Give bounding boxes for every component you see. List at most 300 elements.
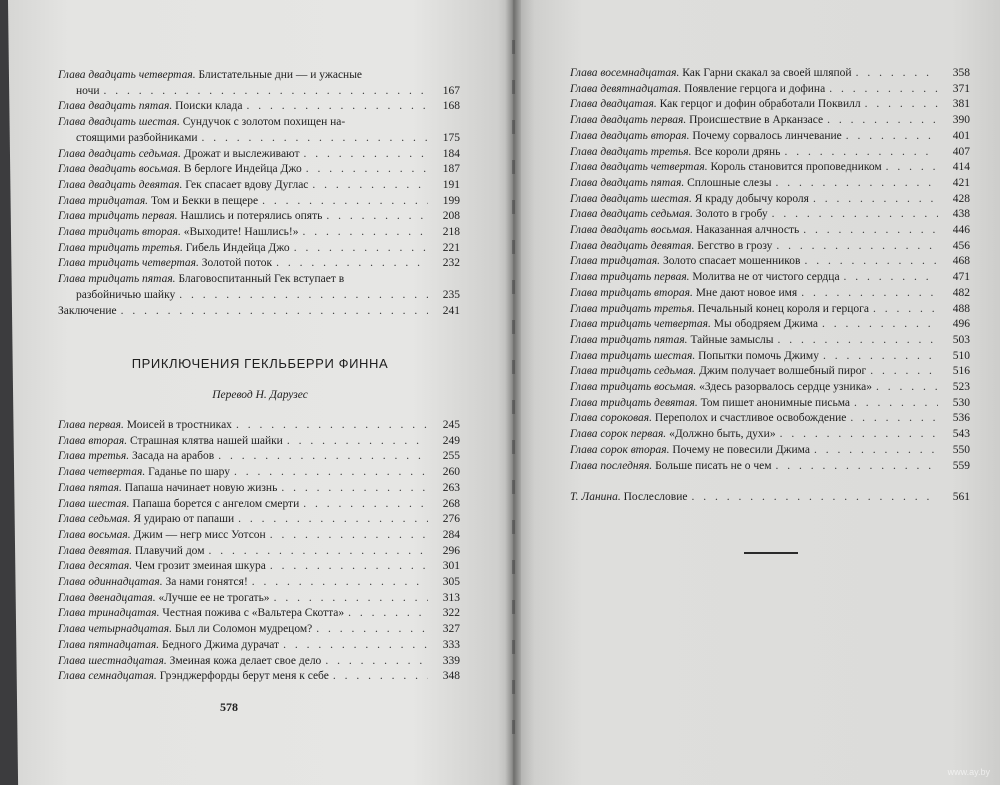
- page-ref: 561: [952, 491, 970, 504]
- chapter-title: Был ли Соломон мудрецом?: [174, 623, 313, 636]
- leader-dots: [246, 99, 428, 115]
- toc-entry: [570, 160, 970, 176]
- toc-entry: [58, 434, 460, 450]
- chapter-title: «Выходите! Нашлись!»: [183, 226, 299, 239]
- chapter-label: Глава двадцать девятая.: [570, 239, 695, 252]
- page-ref: 284: [442, 528, 460, 541]
- leader-dots: [856, 66, 938, 82]
- toc-entry-conclusion: [58, 304, 460, 320]
- leader-dots: [873, 302, 938, 318]
- toc-entry: [58, 449, 460, 465]
- page-ref: 218: [442, 226, 460, 239]
- chapter-title: Дрожат и выслеживают: [183, 147, 300, 160]
- toc-entry-line: [58, 84, 460, 100]
- chapter-label: Глава тридцатая.: [58, 194, 149, 207]
- toc-entry: [58, 178, 460, 194]
- toc-entry-line: [58, 68, 460, 84]
- leader-dots: [846, 129, 938, 145]
- page-ref: 184: [442, 147, 460, 160]
- page-ref: 371: [952, 82, 970, 95]
- leader-dots: [252, 575, 428, 591]
- toc-entry: [570, 349, 970, 365]
- chapter-title: Попытки помочь Джиму: [698, 349, 819, 362]
- page-ref: 550: [952, 443, 970, 456]
- chapter-title: Почему сорвалось линчевание: [692, 129, 842, 142]
- toc-entry: [570, 270, 970, 286]
- toc-entry: [58, 654, 460, 670]
- chapter-label: Глава пятая.: [58, 481, 122, 494]
- chapter-label: Глава седьмая.: [58, 513, 131, 526]
- toc-entry: [570, 97, 970, 113]
- leader-dots: [270, 528, 428, 544]
- chapter-title: Все короли дрянь: [694, 145, 781, 158]
- chapter-title: Переполох и счастливое освобождение: [654, 412, 847, 425]
- leader-dots: [303, 225, 428, 241]
- page-ref: 414: [952, 161, 970, 174]
- page-ref: 168: [442, 100, 460, 113]
- chapter-label: Глава тридцать третья.: [570, 302, 695, 315]
- chapter-label: Глава вторая.: [58, 434, 128, 447]
- leader-dots: [886, 160, 938, 176]
- chapter-label: Глава первая.: [58, 419, 124, 431]
- toc-entry: [570, 459, 970, 475]
- chapter-label: Глава шестнадцатая.: [58, 654, 167, 667]
- page-ref: 268: [442, 497, 460, 510]
- chapter-title: В берлоге Индейца Джо: [183, 163, 302, 176]
- chapter-title: «Должно быть, духи»: [669, 428, 776, 441]
- chapter-title: Нашлись и потерялись опять: [180, 210, 323, 223]
- translator-credit: Перевод Н. Дарузес: [212, 389, 308, 401]
- leader-dots: [262, 194, 428, 210]
- chapter-label: Глава тридцать пятая.: [570, 333, 688, 346]
- chapter-label: Глава тридцать первая.: [570, 271, 690, 284]
- chapter-title: Печальный конец короля и герцога: [697, 302, 869, 315]
- chapter-label: Глава третья.: [58, 450, 130, 463]
- toc-entry: [570, 239, 970, 255]
- page-ref: 471: [952, 271, 970, 284]
- toc-entry: [570, 443, 970, 459]
- toc-entry: [570, 129, 970, 145]
- chapter-label: Глава тридцать вторая.: [570, 286, 693, 299]
- toc-entry: [58, 418, 460, 434]
- chapter-label: Глава восьмая.: [58, 528, 131, 541]
- binding-stitch: [512, 40, 515, 760]
- chapter-label: Глава шестая.: [58, 497, 130, 510]
- chapter-label: Глава тридцать девятая.: [570, 396, 698, 409]
- toc-entry: [570, 145, 970, 161]
- page-ref: 438: [952, 208, 970, 221]
- page-ref: 249: [442, 434, 460, 447]
- page-ref: 255: [442, 450, 460, 463]
- toc-entry: [570, 176, 970, 192]
- toc-entry: [58, 669, 460, 685]
- leader-dots: [333, 669, 428, 685]
- page-ref: 516: [952, 365, 970, 378]
- chapter-label: Глава девятнадцатая.: [570, 82, 682, 95]
- leader-dots: [870, 364, 938, 380]
- leader-dots: [287, 434, 428, 450]
- chapter-label: Глава тридцать четвертая.: [58, 257, 199, 270]
- chapter-label: Глава последняя.: [570, 459, 653, 472]
- chapter-label: Глава двадцать четвертая.: [570, 161, 708, 174]
- page-ref: 482: [952, 286, 970, 299]
- toc-entry: [58, 528, 460, 544]
- chapter-title: Страшная клятва нашей шайки: [130, 434, 283, 447]
- toc-entry: [58, 225, 460, 241]
- afterword-title: Послесловие: [623, 491, 688, 504]
- leader-dots: [316, 622, 428, 638]
- page-ref: 543: [952, 428, 970, 441]
- leader-dots: [801, 286, 938, 302]
- page-number: 578: [220, 700, 238, 714]
- toc-entry-line: [58, 115, 460, 131]
- chapter-title: «Лучше ее не трогать»: [158, 591, 270, 604]
- toc-entry-line: [58, 131, 460, 147]
- leader-dots: [303, 497, 428, 513]
- chapter-label: Глава тридцать первая.: [58, 210, 178, 223]
- page-ref: 187: [442, 163, 460, 176]
- toc-entry: [570, 82, 970, 98]
- leader-dots: [876, 380, 938, 396]
- toc-entry: [570, 223, 970, 239]
- chapter-label: Глава двадцать пятая.: [570, 176, 685, 189]
- toc-entry: [58, 575, 460, 591]
- chapter-label: Глава четырнадцатая.: [58, 623, 172, 636]
- chapter-label: Глава одиннадцатая.: [58, 576, 163, 589]
- leader-dots: [854, 396, 938, 412]
- chapter-title: Честная пожива с «Вальтера Скотта»: [162, 607, 345, 620]
- leader-dots: [281, 481, 428, 497]
- toc-entry: [58, 68, 460, 99]
- toc-entry: [570, 364, 970, 380]
- leader-dots: [778, 333, 938, 349]
- page-ref: 488: [952, 302, 970, 315]
- page-ref: 276: [442, 513, 460, 526]
- leader-dots: [325, 654, 428, 670]
- leader-dots: [780, 427, 938, 443]
- chapter-title: Чем грозит змеиная шкура: [135, 560, 266, 573]
- afterword-author: Т. Ланина.: [570, 491, 621, 504]
- chapter-title: Благовоспитанный Гек вступает в: [178, 273, 345, 286]
- toc-entry: [570, 427, 970, 443]
- toc-entry: [570, 333, 970, 349]
- chapter-title: Грэнджерфорды берут меня к себе: [159, 670, 329, 683]
- leader-dots: [236, 418, 428, 434]
- toc-entry: [58, 606, 460, 622]
- leader-dots: [274, 591, 428, 607]
- page-ref: 175: [442, 131, 460, 144]
- page-ref: 263: [442, 481, 460, 494]
- chapter-label: Глава двадцать третья.: [570, 145, 692, 158]
- chapter-title: Засада на арабов: [132, 450, 215, 463]
- page-ref: 530: [952, 396, 970, 409]
- chapter-label: Глава тридцать восьмая.: [570, 381, 697, 394]
- chapter-label: Глава восемнадцатая.: [570, 67, 680, 79]
- page-ref: 407: [952, 145, 970, 158]
- chapter-title: Бедного Джима дурачат: [161, 638, 280, 651]
- leader-dots: [304, 147, 428, 163]
- chapter-label: Глава двадцать вторая.: [570, 129, 690, 142]
- leader-dots: [348, 606, 428, 622]
- toc-entry: [570, 66, 970, 82]
- page-ref: 333: [442, 638, 460, 651]
- page-ref: 322: [442, 607, 460, 620]
- leader-dots: [772, 207, 938, 223]
- page-ref: 191: [442, 178, 460, 191]
- page-ref: 536: [952, 412, 970, 425]
- page-ref: 208: [442, 210, 460, 223]
- toc-entry: [570, 207, 970, 223]
- leader-dots: [202, 131, 428, 147]
- leader-dots: [270, 559, 428, 575]
- page-ref: 313: [442, 591, 460, 604]
- chapter-label: Глава двенадцатая.: [58, 591, 156, 604]
- toc-entry-line: [58, 272, 460, 288]
- page-ref: 232: [442, 257, 460, 270]
- page-ref: 348: [442, 670, 460, 683]
- toc-entry: [58, 162, 460, 178]
- chapter-title: Тайные замыслы: [690, 333, 774, 346]
- leader-dots: [104, 84, 428, 100]
- page-ref: 381: [952, 98, 970, 111]
- toc-entry: [58, 209, 460, 225]
- page-ref: 241: [442, 304, 460, 317]
- toc-entry: [58, 512, 460, 528]
- leader-dots: [803, 223, 938, 239]
- page-ref: 468: [952, 255, 970, 268]
- chapter-label: Глава десятая.: [58, 560, 133, 573]
- toc-entry: [570, 317, 970, 333]
- page-ref: 456: [952, 239, 970, 252]
- chapter-label: Глава тридцатая.: [570, 255, 661, 268]
- chapter-label: Глава двадцать восьмая.: [570, 224, 693, 237]
- page-ref: 358: [952, 67, 970, 79]
- page-ref: 260: [442, 466, 460, 479]
- chapter-title: Сплошные слезы: [687, 176, 772, 189]
- page-ref: 339: [442, 654, 460, 667]
- page-ref: 327: [442, 623, 460, 636]
- chapter-label: Глава сорок первая.: [570, 428, 667, 441]
- toc-entry: [58, 638, 460, 654]
- chapter-title: Том пишет анонимные письма: [700, 396, 851, 409]
- chapter-label: Глава двадцать четвертая.: [58, 69, 196, 81]
- chapter-title: Блистательные дни — и ужасные: [198, 69, 363, 81]
- page-ref: 523: [952, 381, 970, 394]
- page-ref: 301: [442, 560, 460, 573]
- leader-dots: [238, 512, 428, 528]
- leader-dots: [326, 209, 428, 225]
- leader-dots: [844, 270, 938, 286]
- toc-entry: [58, 497, 460, 513]
- leader-dots: [813, 192, 938, 208]
- leader-dots: [294, 241, 428, 257]
- page-ref: 199: [442, 194, 460, 207]
- leader-dots: [829, 82, 938, 98]
- chapter-title: Мы ободряем Джима: [713, 318, 819, 331]
- chapter-title: Папаша начинает новую жизнь: [124, 481, 278, 494]
- leader-dots: [234, 465, 428, 481]
- chapter-label: Глава тридцать четвертая.: [570, 318, 711, 331]
- toc-entry: [58, 591, 460, 607]
- page-ref: 446: [952, 224, 970, 237]
- chapter-label: Глава двадцать шестая.: [58, 116, 180, 129]
- page-ref: 296: [442, 544, 460, 557]
- leader-dots: [312, 178, 428, 194]
- chapter-label: Глава двадцать пятая.: [58, 100, 173, 113]
- chapter-label: Глава сороковая.: [570, 412, 653, 425]
- chapter-label: Глава двадцать первая.: [570, 114, 687, 127]
- chapter-title: Гибель Индейца Джо: [185, 241, 290, 254]
- chapter-title: Золото в гробу: [695, 208, 768, 221]
- chapter-label: Глава тридцать шестая.: [570, 349, 696, 362]
- chapter-title: Как Гарни скакал за своей шляпой: [682, 67, 852, 79]
- toc-entry: [58, 622, 460, 638]
- chapter-title: Сундучок с золотом похищен на-: [182, 116, 346, 129]
- chapter-label: Глава двадцать девятая.: [58, 178, 183, 191]
- chapter-title: Я удираю от папаши: [133, 513, 235, 526]
- leader-dots: [121, 304, 428, 320]
- chapter-title: Джим получает волшебный пирог: [699, 365, 867, 378]
- toc-entry: [58, 194, 460, 210]
- page-ref: 390: [952, 114, 970, 127]
- toc-entry: [58, 99, 460, 115]
- chapter-title: «Здесь разорвалось сердце узника»: [699, 381, 872, 394]
- leader-dots: [865, 97, 938, 113]
- leader-dots: [822, 317, 938, 333]
- chapter-label: Глава двадцать седьмая.: [58, 147, 181, 160]
- leader-dots: [784, 145, 938, 161]
- page-ref: 401: [952, 129, 970, 142]
- chapter-title-cont: ночи: [76, 84, 100, 97]
- toc-entry: [58, 256, 460, 272]
- conclusion-title: Заключение: [58, 304, 117, 317]
- chapter-title: Золотой поток: [201, 257, 273, 270]
- chapter-title: Джим — негр мисс Уотсон: [133, 528, 266, 541]
- chapter-title: Больше писать не о чем: [655, 459, 772, 472]
- toc-entry: [570, 396, 970, 412]
- section-heading: ПРИКЛЮЧЕНИЯ ГЕКЛЬБЕРРИ ФИННА: [131, 356, 389, 371]
- page-ref: 559: [952, 459, 970, 472]
- chapter-title: Поиски клада: [175, 100, 243, 113]
- chapter-title: Том и Бекки в пещере: [150, 194, 259, 207]
- chapter-title: Как герцог и дофин обработали Поквилл: [659, 98, 861, 111]
- chapter-title-cont: разбойничью шайку: [76, 288, 176, 301]
- chapter-title: Наказанная алчность: [695, 224, 800, 237]
- chapter-label: Глава тридцать вторая.: [58, 226, 181, 239]
- leader-dots: [804, 254, 938, 270]
- chapter-title: Папаша борется с ангелом смерти: [132, 497, 300, 510]
- page-ref: 221: [442, 241, 460, 254]
- leader-dots: [306, 162, 428, 178]
- toc-tom-sawyer-continued: [58, 68, 460, 319]
- toc-entry-afterword: [570, 490, 970, 506]
- chapter-title: Я краду добычу короля: [694, 192, 809, 205]
- leader-dots: [823, 349, 938, 365]
- leader-dots: [776, 459, 938, 475]
- leader-dots: [776, 176, 938, 192]
- chapter-title: Змеиная кожа делает свое дело: [169, 654, 322, 667]
- page-ref: 503: [952, 333, 970, 346]
- toc-entry: [570, 254, 970, 270]
- toc-entry: [570, 380, 970, 396]
- page-ref: 510: [952, 349, 970, 362]
- leader-dots: [218, 449, 428, 465]
- chapter-title: Плавучий дом: [134, 544, 205, 557]
- leader-dots: [691, 490, 938, 506]
- chapter-title: Золото спасает мошенников: [662, 255, 801, 268]
- toc-entry: [58, 544, 460, 560]
- chapter-title: Бегство в грозу: [697, 239, 773, 252]
- chapter-label: Глава двадцать шестая.: [570, 192, 692, 205]
- chapter-title: За нами гонятся!: [165, 576, 248, 589]
- toc-entry: [570, 411, 970, 427]
- toc-entry: [58, 481, 460, 497]
- watermark: www.ay.by: [947, 767, 990, 777]
- toc-entry: [570, 113, 970, 129]
- toc-entry: [58, 465, 460, 481]
- leader-dots: [827, 113, 938, 129]
- leader-dots: [814, 443, 938, 459]
- chapter-label: Глава пятнадцатая.: [58, 638, 160, 651]
- toc-entry: [58, 559, 460, 575]
- leader-dots: [283, 638, 428, 654]
- chapter-title: Гек спасает вдову Дуглас: [185, 178, 309, 191]
- closing-rule: [744, 552, 798, 554]
- page-ref: 305: [442, 576, 460, 589]
- toc-entry: [58, 272, 460, 303]
- leader-dots: [179, 288, 428, 304]
- page-ref: 421: [952, 176, 970, 189]
- toc-entry: [58, 147, 460, 163]
- chapter-label: Глава семнадцатая.: [58, 670, 157, 683]
- chapter-title: Король становится проповедником: [710, 161, 882, 174]
- page-ref: 428: [952, 192, 970, 205]
- chapter-title: Происшествие в Арканзасе: [689, 114, 824, 127]
- toc-huck-finn-part2: [570, 66, 970, 506]
- chapter-title: Почему не повесили Джима: [672, 443, 810, 456]
- leader-dots: [776, 239, 938, 255]
- chapter-label: Глава двадцать восьмая.: [58, 163, 181, 176]
- chapter-title: Появление герцога и дофина: [684, 82, 826, 95]
- chapter-label: Глава сорок вторая.: [570, 443, 670, 456]
- chapter-label: Глава тридцать пятая.: [58, 273, 176, 286]
- chapter-label: Глава двадцатая.: [570, 98, 657, 111]
- page-ref: 167: [442, 84, 460, 97]
- chapter-label: Глава девятая.: [58, 544, 133, 557]
- page-ref: 496: [952, 318, 970, 331]
- leader-dots: [276, 256, 428, 272]
- chapter-label: Глава тридцать третья.: [58, 241, 183, 254]
- chapter-title: Моисей в тростниках: [126, 419, 232, 431]
- chapter-label: Глава тридцать седьмая.: [570, 365, 697, 378]
- chapter-title: Молитва не от чистого сердца: [692, 271, 840, 284]
- toc-entry: [570, 302, 970, 318]
- leader-dots: [850, 411, 938, 427]
- chapter-label: Глава тринадцатая.: [58, 607, 160, 620]
- toc-huck-finn-part1: [58, 418, 460, 685]
- chapter-title: Мне дают новое имя: [695, 286, 798, 299]
- chapter-title: Гаданье по шару: [148, 466, 230, 479]
- chapter-title-cont: стоящими разбойниками: [76, 131, 198, 144]
- chapter-label: Глава четвертая.: [58, 466, 146, 479]
- toc-entry: [58, 241, 460, 257]
- toc-entry: [58, 115, 460, 146]
- page-ref: 235: [442, 288, 460, 301]
- toc-entry: [570, 192, 970, 208]
- toc-entry: [570, 286, 970, 302]
- leader-dots: [208, 544, 428, 560]
- page-ref: 245: [442, 419, 460, 431]
